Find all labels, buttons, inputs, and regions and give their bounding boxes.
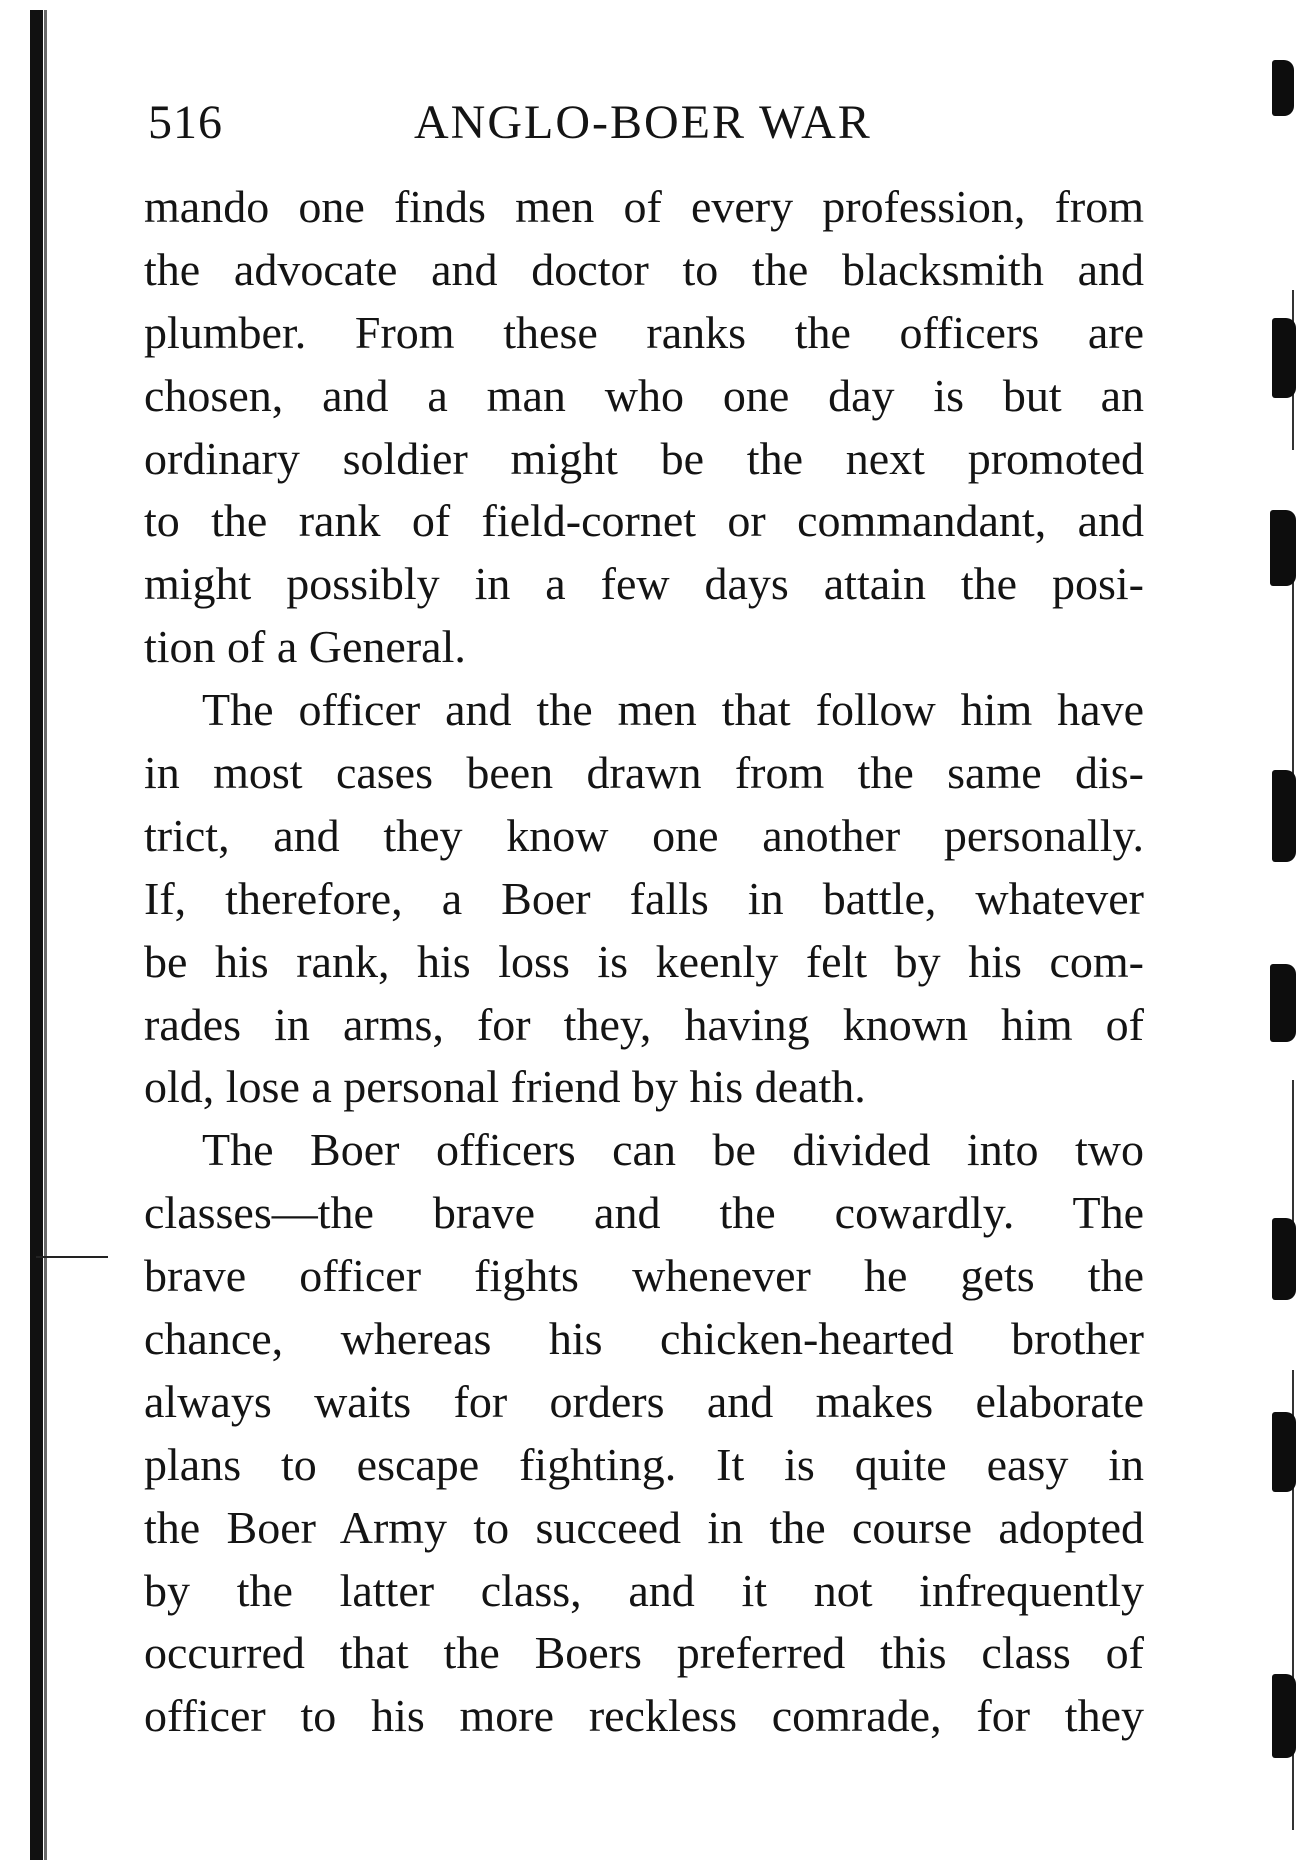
thumb-tab-mark xyxy=(1270,510,1296,586)
text-line: If, therefore, a Boer falls in battle, whatever xyxy=(144,872,1144,924)
text-line: trict, and they know one another personally. xyxy=(144,809,1144,861)
paragraph-2 xyxy=(144,679,1144,1119)
text-line: the Boer Army to succeed in the course adopted xyxy=(144,1501,1144,1553)
text-line: chosen, and a man who one day is but an xyxy=(144,369,1144,421)
text-line: mando one finds men of every profession, from xyxy=(144,181,1144,232)
body-text xyxy=(144,176,1144,1748)
text-line: might possibly in a few days attain the posi- xyxy=(144,558,1144,610)
text-line: plumber. From these ranks the officers are xyxy=(144,306,1144,358)
text-line: brave officer fights whenever he gets the xyxy=(144,1250,1144,1302)
paragraph-3 xyxy=(144,1119,1144,1748)
text-line: always waits for orders and makes elaborate xyxy=(144,1375,1144,1427)
thumb-tab-mark xyxy=(1270,964,1296,1042)
text-line: chance, whereas his chicken-hearted brother xyxy=(144,1313,1144,1365)
text-line: to the rank of field-cornet or commandant, and xyxy=(144,495,1144,547)
text-line: ordinary soldier might be the next promoted xyxy=(144,432,1144,484)
thumb-tab-mark xyxy=(1272,60,1294,116)
thumb-tab-mark xyxy=(1272,770,1296,862)
running-header xyxy=(148,95,1148,155)
text-line: classes—the brave and the cowardly. The xyxy=(144,1187,1144,1239)
text-line: the advocate and doctor to the blacksmith and xyxy=(144,243,1144,295)
thumb-tab-mark xyxy=(1272,318,1296,398)
running-title: ANGLO-BOER WAR xyxy=(414,96,872,149)
text-line: plans to escape fighting. It is quite easy in xyxy=(144,1438,1144,1490)
text-line: by the latter class, and it not infrequently xyxy=(144,1564,1144,1616)
text-line: officer to his more reckless comrade, for they xyxy=(144,1690,1144,1742)
scan-mark xyxy=(36,1256,108,1258)
text-line: tion of a General. xyxy=(144,621,466,673)
thumb-tab-mark xyxy=(1272,1674,1296,1758)
binding-shadow xyxy=(30,10,43,1860)
thumb-tab-mark xyxy=(1272,1218,1296,1300)
text-line: in most cases been drawn from the same dis- xyxy=(144,747,1144,799)
text-line: rades in arms, for they, having known him of xyxy=(144,998,1144,1050)
thumb-tab-mark xyxy=(1272,1412,1296,1492)
text-line: be his rank, his loss is keenly felt by his com- xyxy=(144,935,1144,987)
paragraph-1 xyxy=(144,176,1144,679)
page-number: 516 xyxy=(148,96,223,149)
text-line: occurred that the Boers preferred this class of xyxy=(144,1627,1144,1679)
text-line: old, lose a personal friend by his death. xyxy=(144,1061,866,1113)
text-line: The Boer officers can be divided into two xyxy=(202,1124,1144,1176)
text-line: The officer and the men that follow him have xyxy=(202,684,1144,736)
binding-edge xyxy=(44,10,47,1860)
